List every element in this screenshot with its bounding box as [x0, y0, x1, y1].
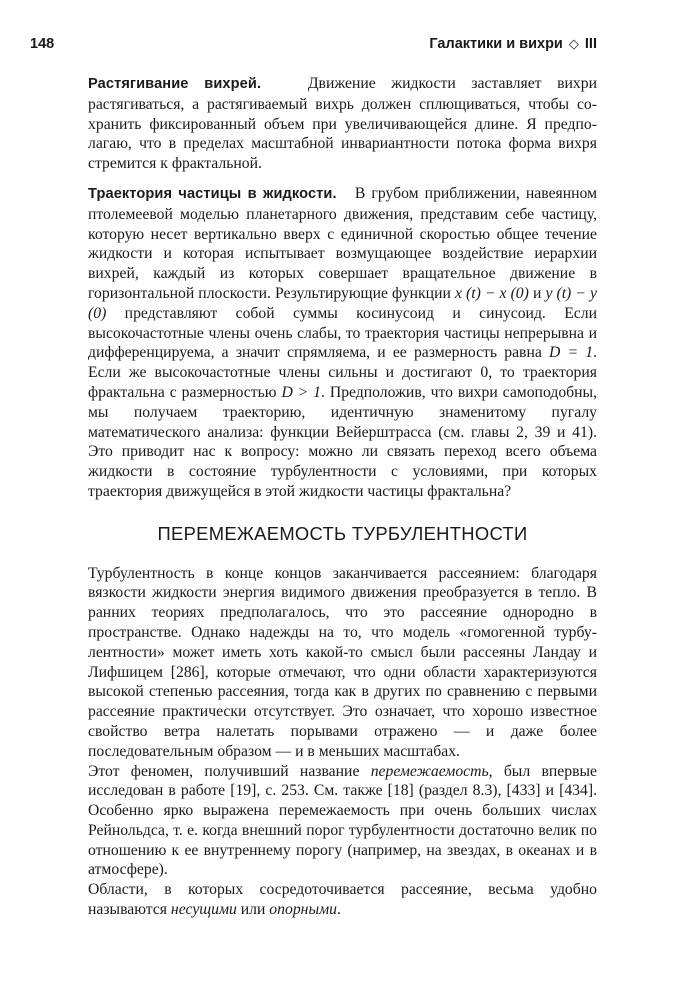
page-number: 148 — [30, 36, 55, 52]
paragraph-text: Движение жидкости заставляет вихри растягиваться, а растягиваемый вихрь должен сплющиваться, чтобы сохранить фиксированный объем при увеличивающейся длине. Я предполагаю, что в пределах масштабной инвариантности потока форма вихря стремится к фрактальной. — [88, 75, 597, 173]
running-head-title: Галактики и вихри — [429, 36, 563, 52]
part-number: III — [584, 36, 597, 52]
paragraph-text: . — [336, 901, 341, 919]
math-d1: D = 1 — [548, 344, 594, 362]
paragraph-text: . Предположив, что вихри самоподобны, мы получаем траекторию, идентичную знаменитому пугалу математического анализа: функции Вейерштрасса (см. главы 2, 39 и 41). Это приводит нас к вопросу: можно ли связать переход всего объема жидкости в состояние турбулентности с условиями, при которых траектория движущейся в этой жидкости частицы фрактальна? — [88, 383, 597, 500]
paragraph-text: или — [240, 901, 266, 919]
paragraph-turbulence — [88, 564, 597, 762]
diamond-icon: ◇ — [568, 36, 579, 51]
paragraph-intermittency — [88, 762, 597, 881]
math-x: x (t) − x (0) — [454, 284, 529, 302]
paragraph-text: представляют собой суммы косинусоид и синусоид. Если высокочастотные члены очень слабы, то траектория частицы непрерывна и дифференцируема, а значит спрямляема, и ее размерность равна — [88, 304, 597, 362]
paragraph-particle-trajectory — [88, 184, 597, 502]
paragraph-text: Турбулентность в конце концов заканчивается рассеянием: благодаря вязкости жидкости энергия видимого движения преобразуется в тепло. В ранних теориях предполагалось, что это рассеяние однородно в пространстве. Однако надежды на то, что модель «гомогенной турбулентности» может иметь хоть какой-то смысл были рассеяны Ландау и Лифшицем [286], которые отмечают, что одни области характеризуются высокой степенью рассеяния, тогда как в других по сравнению с первыми рассеяние практически отсутствует. Это означает, что хорошо известное свойство ветра налетать порывами отражено — и даже более последовательным образом — и в меньших масштабах. — [88, 564, 597, 760]
paragraph-text: В грубом приближении, навеянном птолемеевой моделью планетарного движения, представим себе частицу, которую несет вертикально вверх с единичной скоростью общее течение жидкости и которая испытывает возмущающее воздействие иерархии вихрей, каждый из которых совершает вращательное движение в горизонтальной плоскости. Результирующие функции — [88, 184, 598, 302]
running-head — [429, 36, 597, 52]
paragraph-text: и — [532, 284, 542, 302]
paragraph-text: , был впервые исследован в работе [19], с. 253. См. также [18] (раздел 8.3), [433] и [434]. Особенно ярко выражена перемежаемость при очень больших числах Рейнольдса, т. е. когда внешний порог турбулентности достаточно велик по отношению к ее внутреннему порогу (например, на звездах, в океанах и в атмосфере). — [88, 762, 597, 879]
section-title: ПЕРЕМЕЖАЕМОСТЬ ТУРБУЛЕНТНОСТИ — [157, 522, 528, 544]
runin-title-particle-trajectory: Траектория частицы в жидкости. — [88, 185, 337, 202]
math-y: y (t) − y (0) — [88, 284, 597, 322]
paragraph-regions — [88, 880, 597, 920]
paragraph-text: Этот феномен, получивший название — [88, 762, 360, 780]
emphasis-term: несущими — [170, 901, 237, 919]
paragraph-text: . Если же высокочастотные члены сильны и достигают 0, то траектория фрактальна с размерностью — [88, 344, 598, 401]
emphasis-term: опорными — [269, 901, 337, 919]
emphasis-term: перемежаемость — [370, 762, 489, 780]
paragraph-text: Области, в которых сосредоточивается рассеяние, весьма удобно называются — [88, 881, 597, 919]
page-header — [30, 36, 597, 56]
paragraph-vortex-stretching — [88, 74, 597, 174]
math-d2: D > 1 — [281, 383, 322, 401]
runin-title-vortex-stretching: Растягивание вихрей. — [88, 76, 262, 92]
page-body — [88, 74, 597, 920]
